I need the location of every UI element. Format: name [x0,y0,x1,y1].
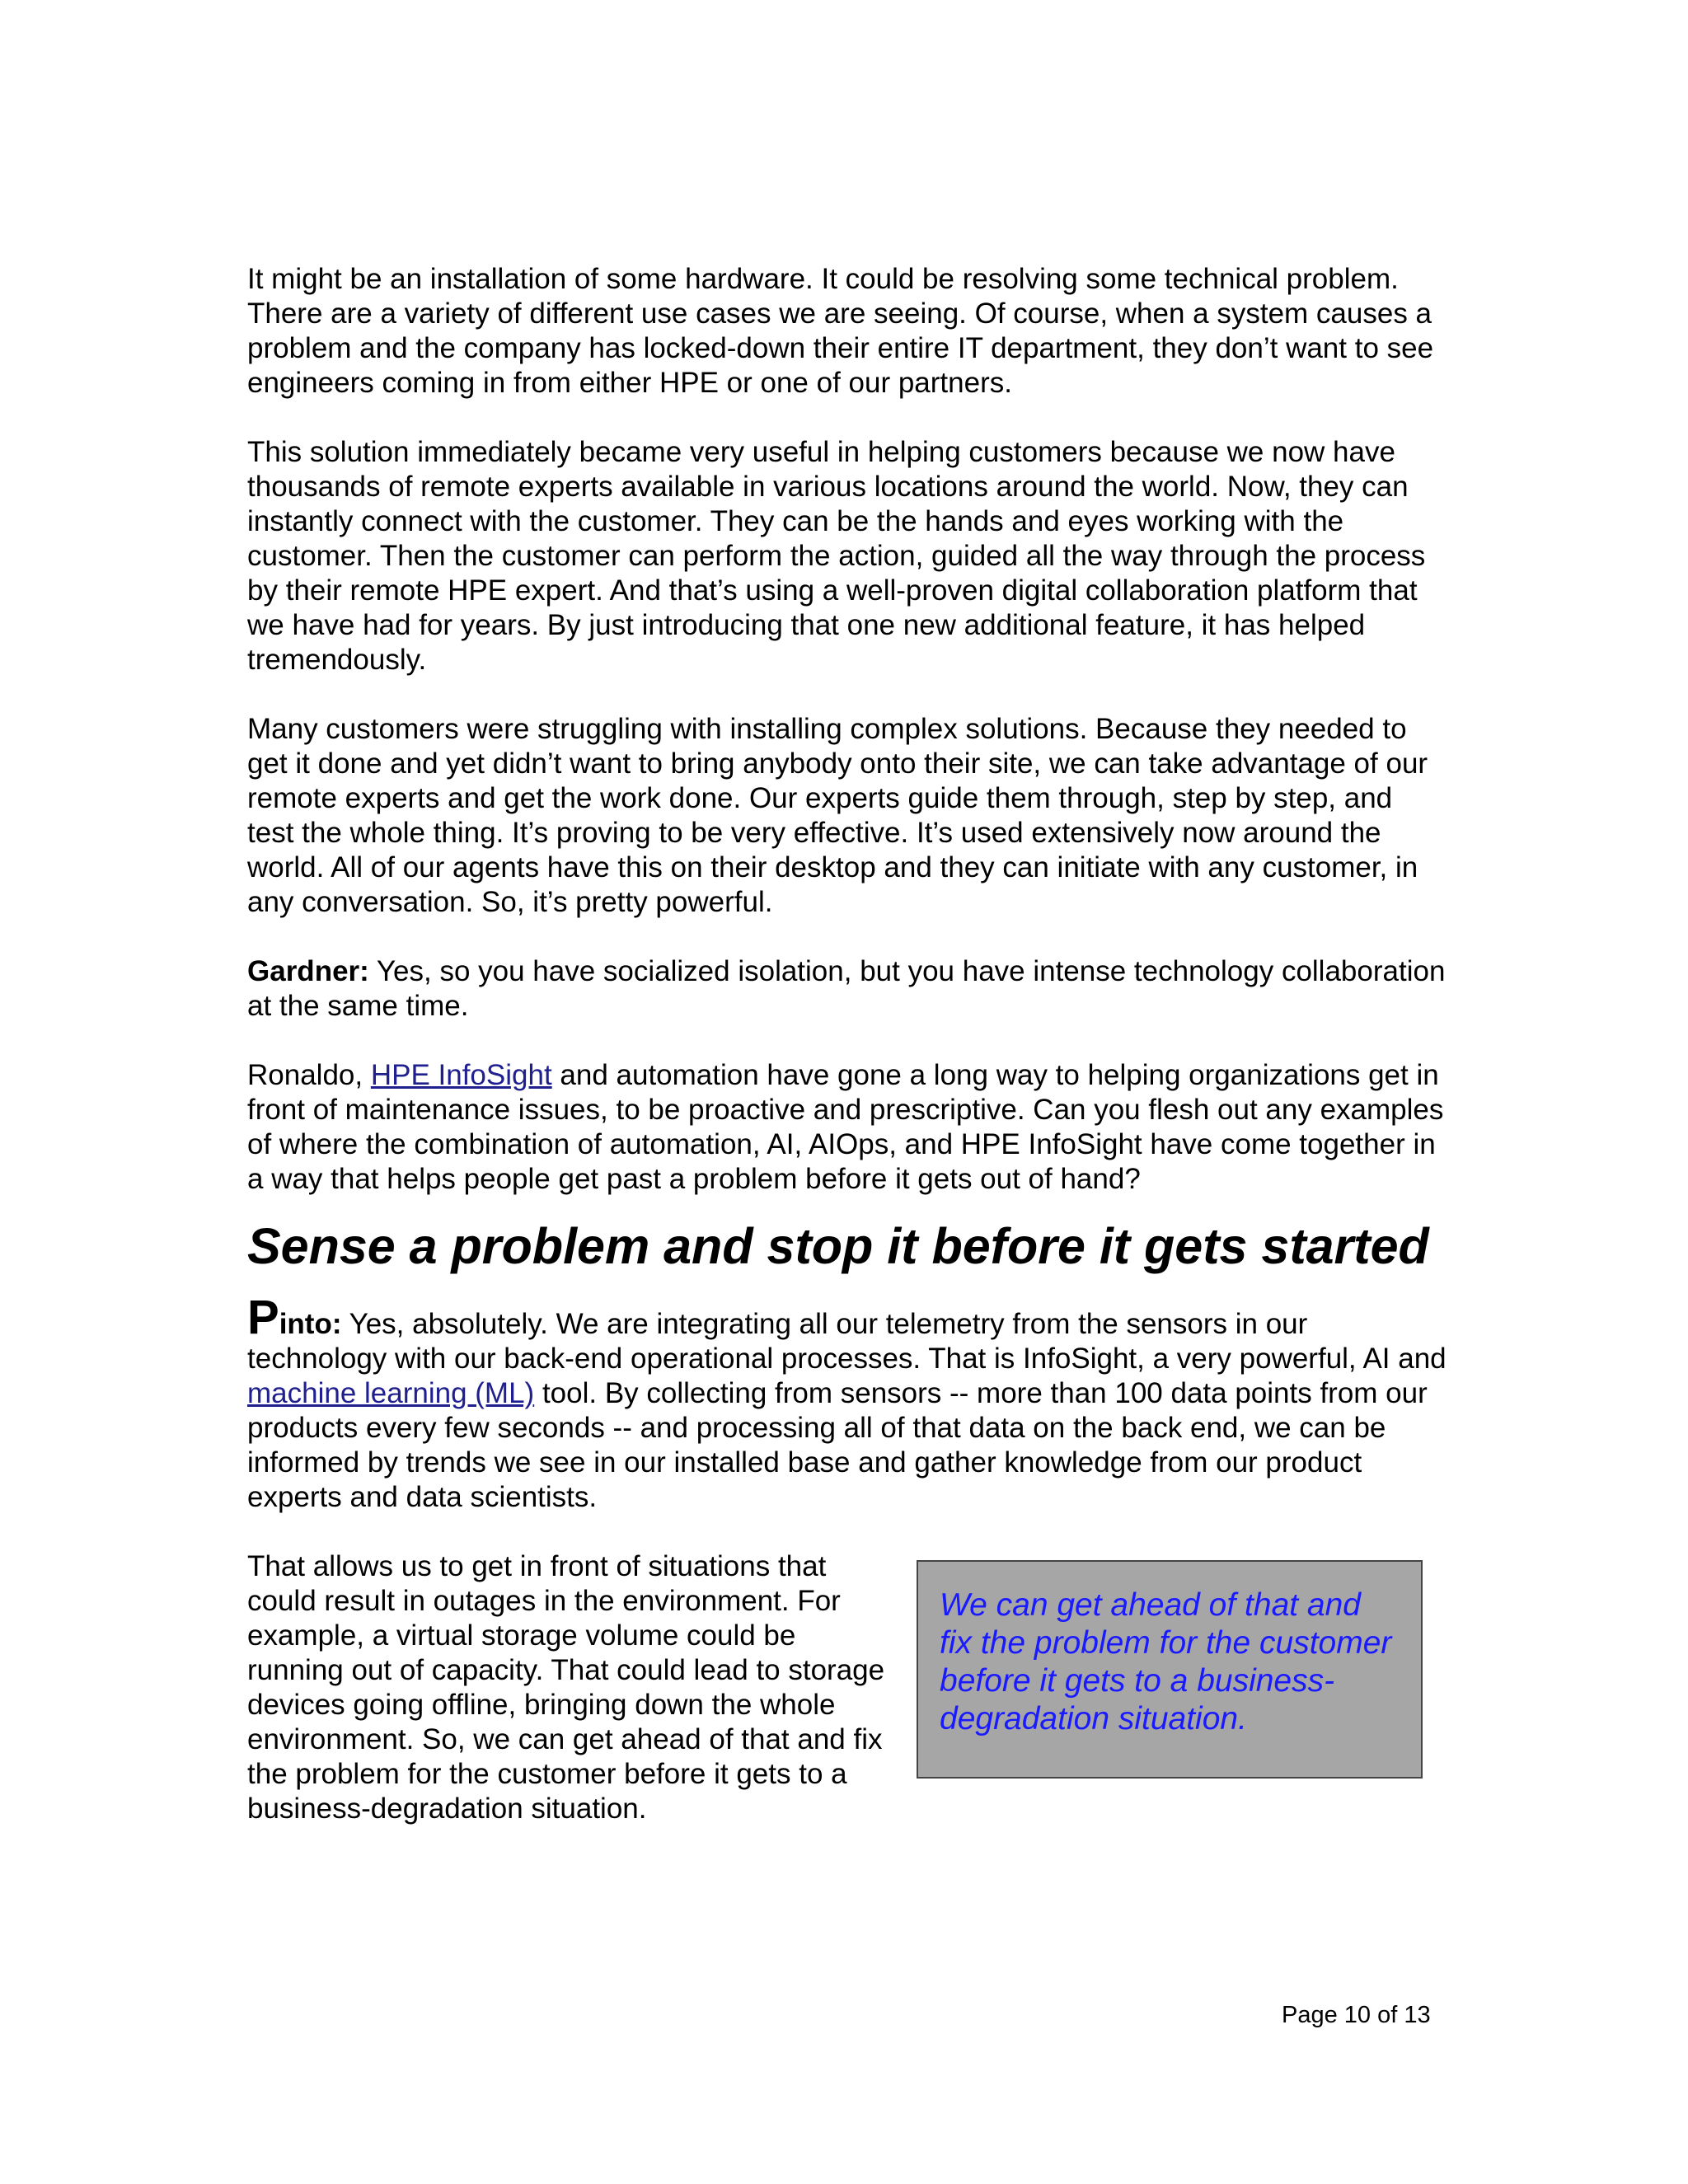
paragraph-2: This solution immediately became very useful in helping customers because we now have thousands of remote experts available in various locations around the world. Now, they can instantly connect with the customer. They can be the hands and eyes working with the customer. Then the customer can perform the action, guided all the way through the process by their remote HPE expert. And that’s using a well-proven digital collaboration platform that we have had for years. By just introducing that one new additional feature, it has helped tremendously. [247,436,1426,676]
paragraph-question [247,1058,1447,1197]
question-text-before: Ronaldo, [247,1059,371,1091]
paragraph-1: It might be an installation of some hardware. It could be resolving some technical problem. There are a variety of different use cases we are seeing. Of course, when a system causes a problem and the company has locked-down their entire IT department, they don’t want to see engineers coming in from either HPE or one of our partners. [247,263,1434,399]
dropcap-letter: P [247,1291,279,1344]
machine-learning-link[interactable]: machine learning (ML) [247,1377,535,1409]
page-number: Page 10 of 13 [1282,2002,1431,2028]
question-text-after: and automation have gone a long way to helping organizations get in front of maintenance issues, to be proactive and prescriptive. Can you flesh out any examples of where the combination of automation, AI, AIOps, and HPE InfoSight have come together in a way that helps people get past a problem before it gets out of hand? [247,1059,1444,1195]
paragraph-3: Many customers were struggling with installing complex solutions. Because they needed to get it done and yet didn’t want to bring anybody onto their site, we can take advantage of our remote experts and get the work done. Our experts guide them through, step by step, and test the whole thing. It’s proving to be very effective. It’s used extensively now around the world. All of our agents have this on their desktop and they can initiate with any customer, in any conversation. So, it’s pretty powerful. [247,713,1428,918]
split-section [247,1549,1447,1830]
hpe-infosight-link[interactable]: HPE InfoSight [370,1059,552,1091]
paragraph-gardner [247,954,1447,1024]
speaker-pinto: into: [279,1308,342,1340]
gardner-text: Yes, so you have socialized isolation, but you have intense technology collaboration at the same time. [247,955,1446,1022]
pinto-text-before: Yes, absolutely. We are integrating all our telemetry from the sensors in our technology with our back-end operational processes. That is InfoSight, a very powerful, AI and [247,1308,1447,1375]
paragraph-outages: That allows us to get in front of situations that could result in outages in the environment. For example, a virtual storage volume could be running out of capacity. That could lead to storage devices going offline, bringing down the whole environment. So, we can get ahead of that and fix the problem for the customer before it gets to a business-degradation situation. [247,1550,885,1825]
section-heading: Sense a problem and stop it before it gets started [247,1218,1429,1274]
paragraph-pinto [247,1291,1447,1515]
document-body [247,262,1447,1830]
pinto-text-after: tool. By collecting from sensors -- more than 100 data points from our products every few seconds -- and processing all of that data on the back end, we can be informed by trends we see in our installed base and gather knowledge from our product experts and data scientists. [247,1377,1428,1513]
speaker-gardner: Gardner: [247,955,369,987]
pull-quote-box: We can get ahead of that and fix the problem for the customer before it gets to a business-degradation situation. [917,1560,1423,1779]
